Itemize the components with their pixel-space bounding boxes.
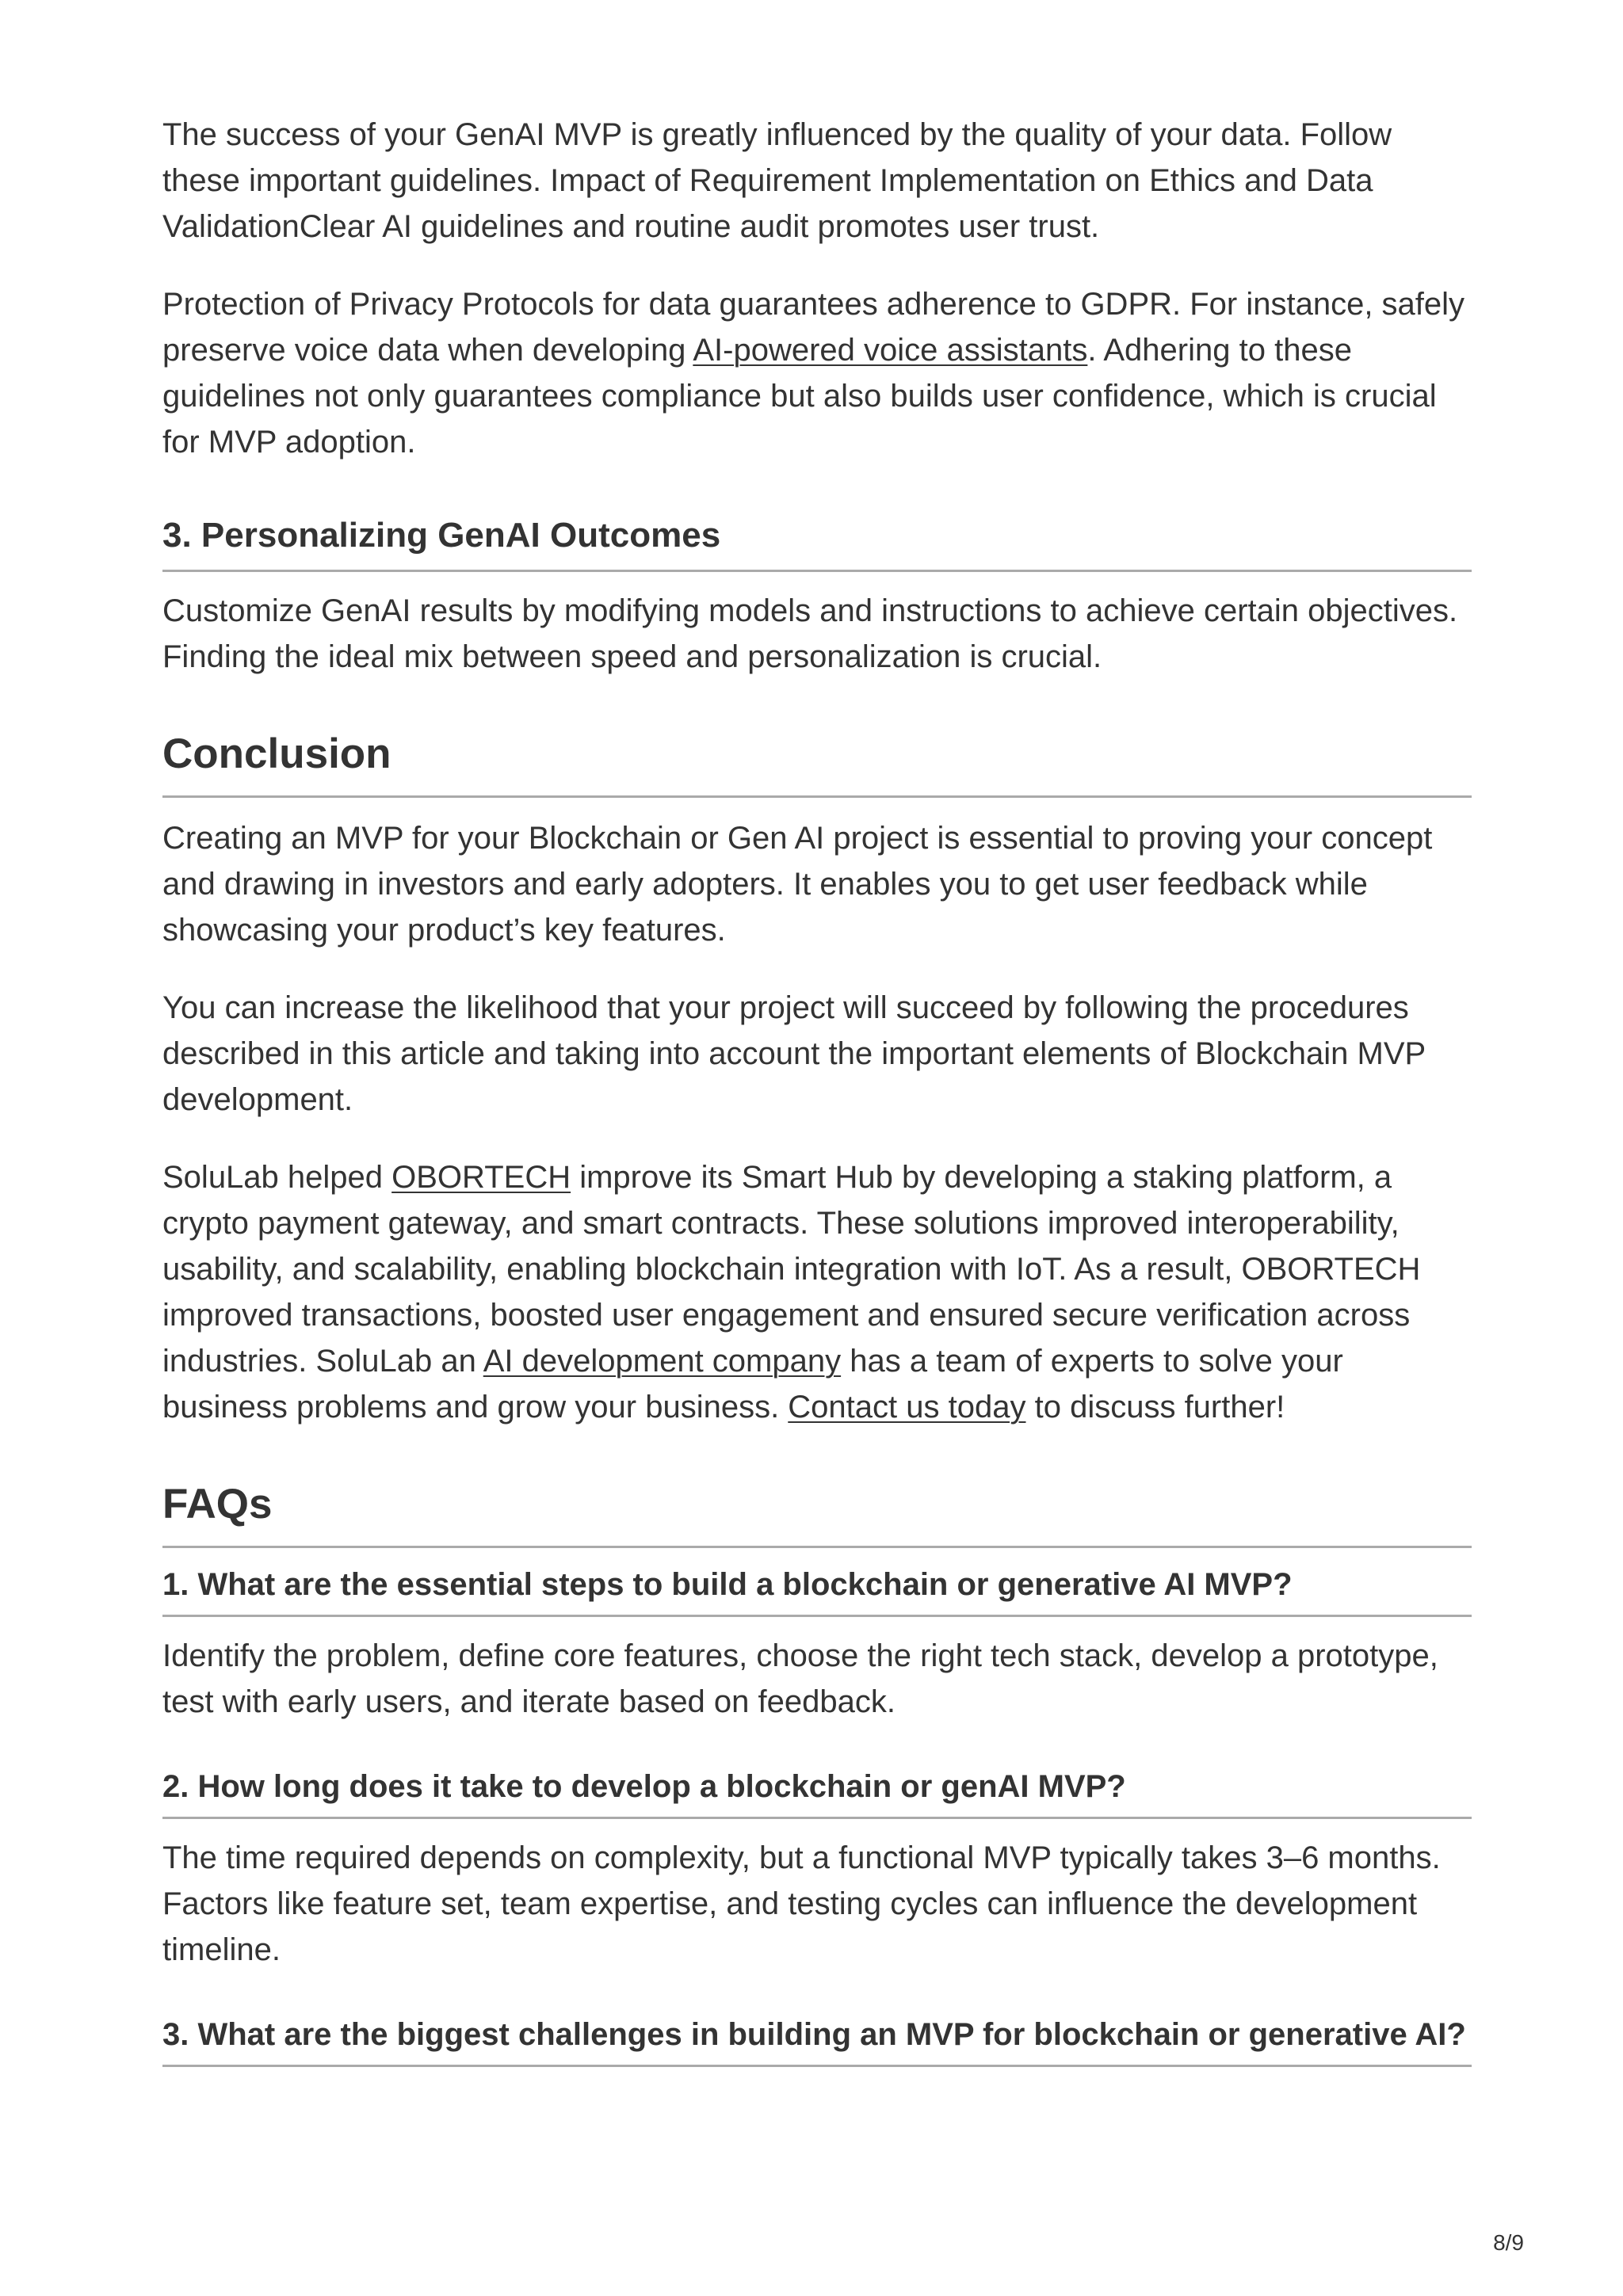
heading-faqs: FAQs [162,1479,1472,1548]
link-ai-voice-assistants[interactable]: AI-powered voice assistants [693,333,1088,368]
paragraph-text: has a team of experts to solve your business problems and grow your business. [162,1344,1343,1425]
paragraph-customize: Customize GenAI results by modifying models and instructions to achieve certain objectives. Finding the ideal mix between speed and personalization is crucial. [162,593,1458,674]
heading-personalizing-genai: 3. Personalizing GenAI Outcomes [162,514,1472,572]
link-ai-development-company[interactable]: AI development company [483,1344,842,1379]
paragraph-text: . Adhering to these guidelines not only guarantees compliance but also builds user confidence, which is crucial for MVP adoption. [162,333,1437,460]
paragraph-solulab [162,1154,1472,1430]
faq-question-3: 3. What are the biggest challenges in building an MVP for blockchain or generative AI? [162,2016,1472,2067]
page-number: 8/9 [1493,2230,1524,2255]
paragraph-data-quality: The success of your GenAI MVP is greatly influenced by the quality of your data. Follow these important guidelines. Impact of Requirement Implementation on Ethics and Data ValidationClear AI guidelines and routine audit promotes user trust. [162,117,1392,244]
faq-answer-1: Identify the problem, define core features, choose the right tech stack, develop a prototype, test with early users, and iterate based on feedback. [162,1638,1438,1719]
heading-conclusion: Conclusion [162,729,1472,798]
paragraph-text: Protection of Privacy Protocols for data guarantees adherence to GDPR. For instance, safely preserve voice data when developing [162,287,1465,368]
paragraph-conclusion-2: You can increase the likelihood that your project will succeed by following the procedures described in this article and taking into account the important elements of Blockchain MVP development. [162,990,1426,1117]
paragraph-conclusion-1: Creating an MVP for your Blockchain or Gen AI project is essential to proving your concept and drawing in investors and early adopters. It enables you to get user feedback while showcasing your product’s key features. [162,821,1433,948]
paragraph-text: to discuss further! [1025,1390,1285,1425]
faq-answer-2: The time required depends on complexity, but a functional MVP typically takes 3–6 months. Factors like feature set, team expertise, and testing cycles can influence the development timeline. [162,1840,1441,1967]
link-obortech[interactable]: OBORTECH [391,1160,571,1195]
article-content [162,112,1472,2083]
link-contact-us[interactable]: Contact us today [788,1390,1026,1425]
paragraph-text: SoluLab helped [162,1160,392,1195]
paragraph-privacy [162,281,1472,465]
faq-question-1: 1. What are the essential steps to build a blockchain or generative AI MVP? [162,1566,1472,1617]
faq-question-2: 2. How long does it take to develop a blockchain or genAI MVP? [162,1768,1472,1819]
paragraph-text: improve its Smart Hub by developing a staking platform, a crypto payment gateway, and smart contracts. These solutions improved interoperability, usability, and scalability, enabling blockchain integration with IoT. As a result, OBORTECH improved transactions, boosted user engagement and ensured secure verification across industries. SoluLab an [162,1160,1421,1379]
